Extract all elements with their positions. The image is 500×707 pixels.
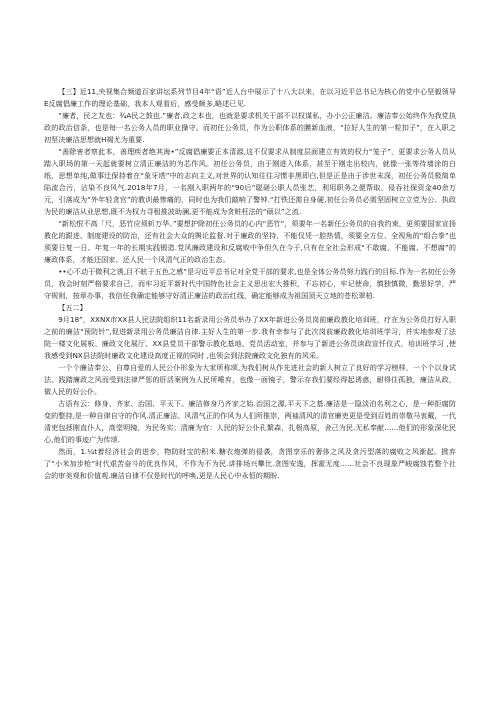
paragraph-8: 古语有云：修身、齐家、治国、平天下。廉洁修身乃齐家之始.治国之源,平天下之基.廉洁是一隐淡泊名利之心，是一种拒腐防变的整持,是一种自律自守的作风.清正廉洁、风清气正的作风为人们所推崇，两袖清风的清官廉吏更是受到百姓的崇敬马衷戴，一代清吏包拯刚直仆人，高堂明镜，为民务实；清廉为官：人民的好公仆孔繁森，扎根高原，舍己为民.无私奉献……他们的形象深化民心,他们的事迹广为传颂. [44, 399, 456, 444]
paragraph-1: 【三】近11,央视集合频道百家讲坛系列节目4年“语”近人台中展示了十八大以来，在以习近平总书记为核心的党中心坚毅领导E反腐倡廉工作的理论基础，我本人观看后，感受颇多,略述已见. [44, 87, 456, 108]
paragraph-5: ••心不动于微利之诱,目不眩于五色之感”是习近平总书记对全党干部的要求,也是全体公务员努力践行的目标.作为一名初任公务员，我会时刻严格要求自己，而牢习近平新时代中国特色社会主义思出宏大推积，不忘初心，牢记使命，慎独慎微，勤思好学，严守规则，按章办事，我信任我确定能够守好清正廉洁的政治红线，确定能够成为祖国顶天立地的苍松翠柏. [44, 267, 456, 300]
paragraph-9: 然而，1.¼t着经济社会的进步，物防财宝的积米.糖衣炮弹的侵袭，贪图享乐的奢侈之风及贪污型落的腐败之风渐起。掀弃了“小米加步枪”时代艰苦奋斗的优良作风，不作为不为民.讲排场兴攀比.贪图安逸，挥霍无度……社会不良现象严峻腐蚀若整个社会的审美观和价值观.廉洁自律不仅是时代的呼唤,更是人民心中永恒的期盼. [44, 447, 456, 480]
paragraph-3: “善除害者察此本，善理疾者绝其海•”反腐倡廉要正本清源,这不仅要求从制度层面建立有效的权力“笼子”，更要求公务人员从踏入职场的第一天起就要树立清正廉洁的为芯作风。初任公务员，由于刚进入体系，甚至于刚走出校内，就像一张等待墙涂的白纸，思想单纯,做事迁保持着在“象牙塔”中的志向主义,对世界的认知往往习惯非黑即白,但是正是由于涉世未深，初任公务员极简单陷流合污，沾染不良风气.2018年7月，一名刚入职两年的“90后”聪磋公职人员张艺，利用职务之便帮取、侵吞社保资金40余万元，引落成为“外年轻贪官”的教训最惨痛的，同时也为我们敲响了警钟.“打铁还需自身硬,初任公务员必需坚固树立立党为公、执政为民的廉洁从业思想,既不为权力寻租推波助澜,更不能成为贪赃枉法的“硕以”之流. [44, 147, 456, 216]
paragraph-4: “新松恨不高「尺，恶竹应须斩万华。”要想护除初任公务员的心内“恶竹”，须要年一名新任公务员的自我约束，更须要国家宣扬教化的跟进、制度建设的防治，还有社会大众的舆论监督.对于廉政的坚持，不能仅凭一腔热情，须要全方位、全视角的“组合拳”也须要日复一日、年复一年的长期实践锻造.党风廉政建设和反腐败中争但久在今于,只有在全社会形成“不敢腐、不能腐、不想腐”的廉政体系，才能还国家、还人民一个风清气正的政治生态。 [44, 219, 456, 264]
paragraph-7: 一个个廉洁奉公、自尊自爱的人民公仆形象为大家所称颂,为我们树从作先进社会的新人树立了良好的学习榜样，一个个以身试法、践踏廉政之风而受到法律严惩的肝活案例为人民所唾弃，也像一面镜子，警示存我们要经得起诱惑，耐得住孤独，廉洁从政，做人民的好公仆。 [44, 363, 456, 396]
document-page [44, 86, 456, 482]
paragraph-6: 9月18”，XXNX市XX县人民法院组织11名新录用公务员举办了XX年新进公务员岗前廉政教化培训班，疗在为公务员打好入职之前的廉洁“预防针”,促进新录用公务员廉洁自律.主好人生的第一步.我有幸参与了此次岗前廉政教化培训班学习，并实地参观了法院一楼文化展板、廉政文化展厅、XX县党员干部警示教化基地、党员活动室，并参与了新进公务员读政宣忏仪式，培训班学习 ,使我感受到NX县法院时廉政文化建设高度正视的同时 ,也领会到法院廉政文化独有的风采。 [44, 315, 456, 360]
paragraph-2: “廉者，民之友也：¾A民之鼓也.”廉者,政之本也，也就是要求机关干部不以权谋私，办小公正廉洁。廉洁奉公始终作为我党执政的政治信条，也是每一名公务人员的职业操守。而初任公务员，作为公职体系的膜新血液，“拉好人生的第一粒扣子”，在入职之初坚决廉洁思想就H褐尤为重要. [44, 111, 456, 144]
section-heading: 【五二】 [58, 303, 87, 312]
